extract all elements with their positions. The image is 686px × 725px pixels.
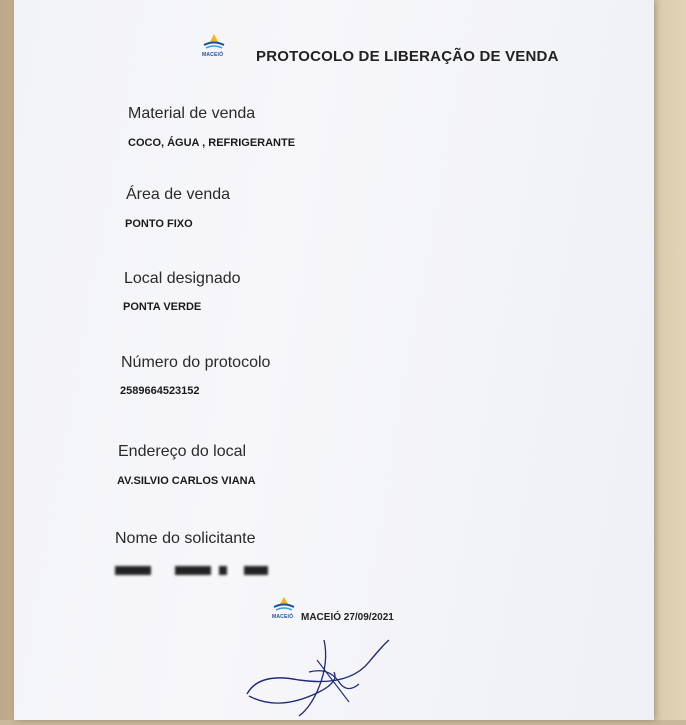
redacted-name-part xyxy=(244,566,268,575)
local-value: PONTA VERDE xyxy=(123,301,202,313)
redacted-name-part xyxy=(219,566,227,575)
document-page xyxy=(14,0,654,720)
logo-text: MACEIÓ xyxy=(272,614,294,620)
material-label: Material de venda xyxy=(128,105,256,122)
page-title: PROTOCOLO DE LIBERAÇÃO DE VENDA xyxy=(256,48,559,65)
area-label: Área de venda xyxy=(126,186,231,203)
endereco-label: Endereço do local xyxy=(118,443,247,460)
signature xyxy=(239,632,399,725)
protocolo-label: Número do protocolo xyxy=(121,354,271,371)
area-value: PONTO FIXO xyxy=(125,218,193,230)
protocolo-value: 2589664523152 xyxy=(120,385,200,397)
redacted-name-part xyxy=(175,566,211,575)
material-value: COCO, ÁGUA , REFRIGERANTE xyxy=(128,137,296,149)
endereco-value: AV.SILVIO CARLOS VIANA xyxy=(117,475,256,487)
redacted-name-part xyxy=(115,566,151,575)
local-label: Local designado xyxy=(124,270,241,287)
footer-date: MACEIÓ 27/09/2021 xyxy=(301,612,394,623)
logo-text: MACEIÓ xyxy=(202,52,224,58)
solicitante-label: Nome do solicitante xyxy=(115,530,256,547)
maceio-logo-bottom xyxy=(270,596,298,620)
maceio-logo-top xyxy=(200,32,228,58)
